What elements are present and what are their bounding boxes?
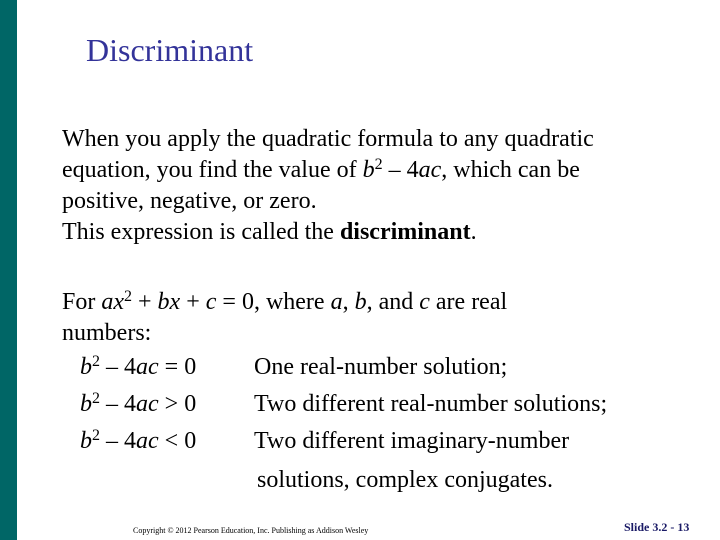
exponent-2: 2 <box>374 156 383 173</box>
and-text: , and <box>366 289 420 315</box>
relation: < 0 <box>158 428 197 454</box>
plus: + <box>132 289 158 315</box>
var-c: c <box>419 289 430 315</box>
general-line-2: numbers: <box>62 320 152 346</box>
general-form-paragraph <box>62 287 507 349</box>
intro-line-3: positive, negative, or zero. <box>62 188 317 214</box>
rule-expression <box>80 428 196 455</box>
term-discriminant: discriminant <box>339 219 471 245</box>
rule-description: Two different real-number solutions; <box>254 391 608 417</box>
var-b: b <box>80 428 92 454</box>
minus-4: – 4 <box>100 391 136 417</box>
comma: , <box>342 289 355 315</box>
plus: + <box>180 289 206 315</box>
var-ac: ac <box>136 428 159 454</box>
sidebar-accent-bar <box>0 0 17 540</box>
var-ac: ac <box>136 391 159 417</box>
slide-title: Discriminant <box>86 32 254 68</box>
var-ax: ax <box>101 289 124 315</box>
general-line-1 <box>62 287 507 318</box>
minus-4: – 4 <box>382 157 419 183</box>
minus-4: – 4 <box>100 428 136 454</box>
exponent-2: 2 <box>92 427 100 444</box>
var-b: b <box>362 157 375 183</box>
minus-4: – 4 <box>100 354 136 380</box>
relation: > 0 <box>158 391 197 417</box>
equals-zero-text: = 0, where <box>216 289 331 315</box>
for-text: For <box>62 289 102 315</box>
rule-description-continuation: solutions, complex conjugates. <box>257 467 553 493</box>
var-ac: ac <box>136 354 159 380</box>
intro-line-2-text: equation, you find the value of <box>62 157 363 183</box>
exponent-2: 2 <box>92 353 100 370</box>
intro-line-2 <box>62 155 594 186</box>
relation: = 0 <box>158 354 197 380</box>
var-ac: ac <box>418 157 442 183</box>
rule-description: One real-number solution; <box>254 354 508 380</box>
slide-number: Slide 3.2 - 13 <box>624 520 690 534</box>
var-b: b <box>354 289 367 315</box>
intro-line-4-text: This expression is called the <box>62 219 340 245</box>
rule-description: Two different imaginary-number <box>254 428 570 454</box>
var-b: b <box>80 391 92 417</box>
intro-line-2-tail: , which can be <box>441 157 580 183</box>
rule-expression <box>80 391 196 418</box>
rule-expression <box>80 354 196 381</box>
var-b: b <box>80 354 92 380</box>
are-real-text: are real <box>429 289 508 315</box>
var-c: c <box>205 289 217 315</box>
var-bx: bx <box>157 289 181 315</box>
var-a: a <box>330 289 343 315</box>
exponent-2: 2 <box>124 288 132 305</box>
copyright-footer: Copyright © 2012 Pearson Education, Inc. Publishing as Addison Wesley <box>133 526 369 535</box>
period: . <box>470 219 477 245</box>
intro-line-1: When you apply the quadratic formula to any quadratic <box>62 126 594 152</box>
intro-paragraph <box>62 124 594 248</box>
intro-line-4 <box>62 217 594 248</box>
exponent-2: 2 <box>92 390 100 407</box>
